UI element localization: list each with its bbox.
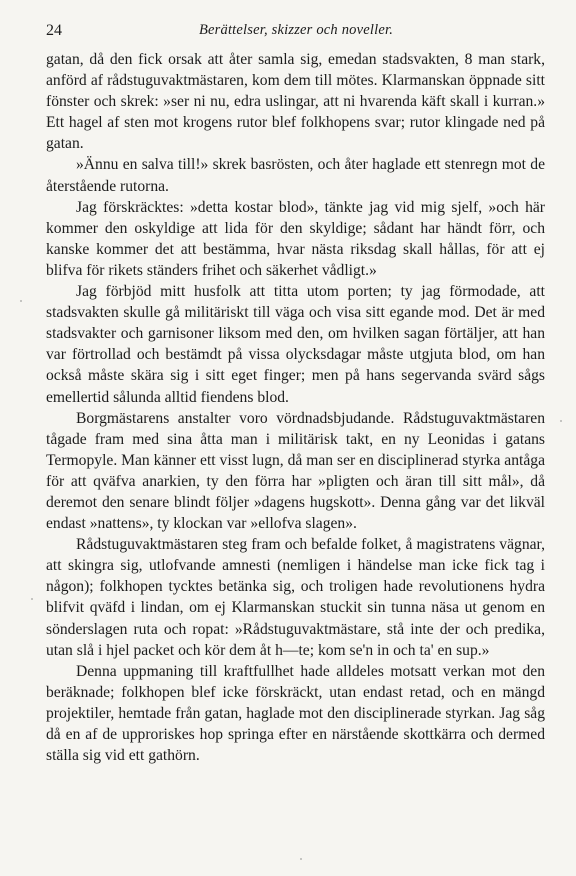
body-text	[46, 49, 545, 766]
paragraph-5: Borgmästarens anstalter voro vördnadsbjudande. Rådstuguvaktmästaren tågade fram med sina åtta man i militärisk takt, en ny Leonidas i gatans Termopyle. Man känner ett visst lugn, då man ser en disciplinerad styrka antåga för att qväfva anarkien, ty den förra har »pligten och äran till sitt mål», då deremot den senare blindt följer »dagens hugskott». Denna gång var det likväl endast »nattens», ty klockan var »ellofva slagen».	[46, 409, 545, 533]
paper-speck	[560, 420, 562, 422]
paper-speck	[31, 598, 33, 600]
paper-speck	[20, 300, 22, 302]
paragraph-2: »Ännu en salva till!» skrek basrösten, och åter haglade ett stenregn mot de återstående rutorna.	[46, 156, 545, 195]
paragraph-1: gatan, då den fick orsak att åter samla sig, emedan stadsvakten, 8 man stark, anförd af rådstuguvaktmästaren, kom dem till mötes. Klarmanskan öppnade sitt fönster och skrek: »ser ni nu, edra uslingar, att ni hvarenda käft skall i kurran.» Ett hagel af sten mot krogens rutor blef folkhopens svar; rutor klingade ned på gatan.	[46, 51, 545, 153]
running-head	[46, 22, 546, 42]
page-number: 24	[46, 22, 62, 39]
paragraph-4: Jag förbjöd mitt husfolk att titta utom porten; ty jag förmodade, att stadsvakten skulle gå militäriskt till väga och visa sitt egande mod. Det är med stadsvakter och garnisoner liksom med den, om hvilken sagan förtäljer, att han var förtrollad och bestämdt på vissa olycksdagar måste utgjuta blod, om han också måste skära sig i sitt eget finger; men på hans segervanda svärd sågs emellertid sålunda alltid fiendens blod.	[46, 283, 545, 406]
paragraph-6: Rådstuguvaktmästaren steg fram och befalde folket, å magistratens vägnar, att skingra sig, utlofvande amnesti (nemligen i händelse man icke fick tag i någon); folkhopen tycktes betänka sig, och troligen hade revolutionens hydra blifvit qväfd i lindan, om ej Klarmanskan stuckit sin tunna näsa ut genom en sönderslagen ruta och ropat: »Rådstuguvaktmästare, stå inte der och predika, utan slå i hjel packet och kör dem åt h—te; kom se'n in och ta' en sup.»	[46, 536, 545, 659]
paper-speck	[300, 858, 302, 860]
paragraph-7: Denna uppmaning till kraftfullhet hade alldeles motsatt verkan mot den beräknade; folkhopen blef icke förskräckt, utan endast retad, och en mängd projektiler, hemtade från gatan, haglade mot den disciplinerade styrkan. Jag såg då en af de upproriskes hop springa efter en närstående skottkärra och dermed ställa sig vid ett gathörn.	[46, 662, 545, 765]
paragraph-3: Jag förskräcktes: »detta kostar blod», tänkte jag vid mig sjelf, »och här kommer den oskyldige att lida för den skyldige; sådant har händt förr, och kanske kommer det att bestämma, hvar nästa riksdag skall hållas, för att ej blifva för rikets ständers frihet och säkerhet vådligt.»	[46, 198, 545, 279]
running-title: Berättelser, skizzer och noveller.	[198, 22, 394, 38]
